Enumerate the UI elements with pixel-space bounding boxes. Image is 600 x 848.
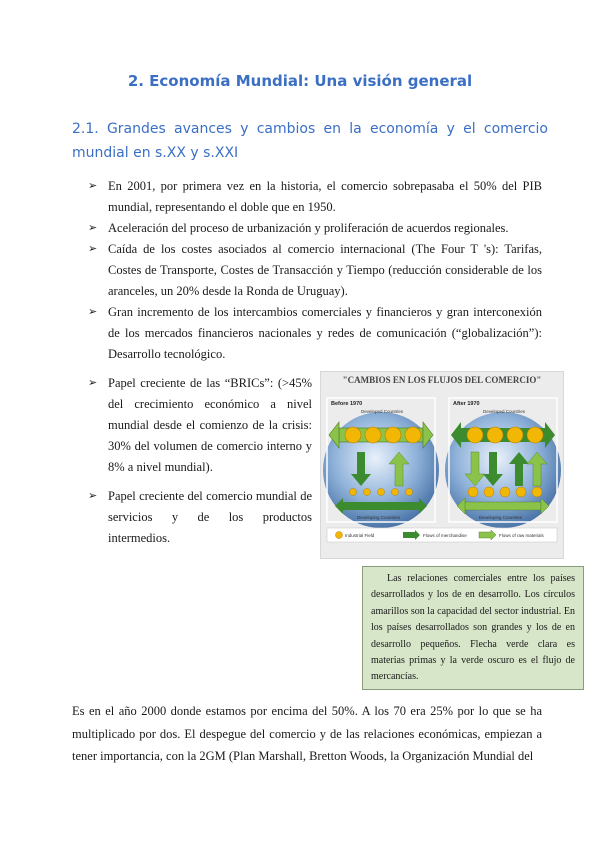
bullet-text: Papel creciente de las “BRICs”: (>45% del crecimiento económico a nivel mundial desde el comienzo de la crisis: 30% del volumen de comercio interno y 8% a nivel mundial). (108, 376, 312, 474)
panel-left-title: Before 1970 (331, 401, 363, 407)
developed-label-right: Developed Countries (483, 409, 526, 414)
list-item (88, 302, 542, 365)
legend-item-merchandise: Flows of merchandise (423, 533, 467, 538)
bullet-text: En 2001, por primera vez en la historia, el comercio sobrepasaba el 50% del PIB mundial, representando el doble que en 1950. (108, 179, 542, 214)
list-item (88, 486, 312, 549)
legend-circle-icon (336, 532, 343, 539)
industrial-circle-small (468, 487, 478, 497)
trade-flows-illustration (321, 372, 563, 558)
merchandise-arrow-left (343, 502, 419, 510)
list-item (88, 239, 542, 302)
industrial-circle-small (406, 489, 413, 496)
section-subtitle: 2.1. Grandes avances y cambios en la economía y el comercio mundial en s.XX y s.XXI (72, 121, 548, 161)
raw-materials-arrow-right (465, 502, 541, 510)
industrial-circle-small (378, 489, 385, 496)
list-item (88, 218, 542, 239)
industrial-circle (487, 427, 503, 443)
industrial-circle (507, 427, 523, 443)
arrow-bullet-icon: ➢ (88, 180, 98, 192)
developed-label-left: Developed Countries (361, 409, 404, 414)
main-bullet-list (88, 176, 542, 365)
industrial-circle-small (500, 487, 510, 497)
industrial-circle (527, 427, 543, 443)
industrial-circle (345, 427, 361, 443)
industrial-circle (385, 427, 401, 443)
figure-title: "CAMBIOS EN LOS FLUJOS DEL COMERCIO" (342, 375, 542, 385)
arrow-bullet-icon: ➢ (88, 243, 98, 255)
arrow-bullet-icon: ➢ (88, 377, 98, 389)
industrial-circle-small (484, 487, 494, 497)
figure-caption: Las relaciones comerciales entre los países desarrollados y los de en desarrollo. Los círculos amarillos son la capacidad del sector industrial. En los países desarrollados son grandes y los de en desarrollo pequeños. Flecha verde clara es materias primas y la verde oscuro es el flujo de mercancías. (362, 566, 584, 690)
list-item (88, 176, 542, 218)
arrow-bullet-icon: ➢ (88, 490, 98, 502)
side-bullet-list (88, 373, 312, 557)
industrial-circle (467, 427, 483, 443)
industrial-circle-small (350, 489, 357, 496)
trade-flows-figure (320, 371, 564, 559)
bullet-text: Gran incremento de los intercambios comerciales y financieros y gran interconexión de los mercados financieros nacionales y redes de comunicación (“globalización”): Desarrollo tecnológico. (108, 305, 542, 361)
bullet-text: Papel creciente del comercio mundial de servicios y de los productos intermedios. (108, 489, 312, 545)
list-item (88, 373, 312, 478)
page-title: 2. Economía Mundial: Una visión general (127, 72, 473, 90)
bullet-text: Caída de los costes asociados al comercio internacional (The Four T 's): Tarifas, Costes de Transporte, Costes de Transacción y Tiempo (reducción considerable de los aranceles, un 20% desde la Ronda de Uruguay). (108, 242, 542, 298)
legend-item-industrial: Industrial Field (345, 533, 375, 538)
industrial-circle-small (532, 487, 542, 497)
developing-label-right: Developing Countries (479, 515, 523, 520)
industrial-circle (365, 427, 381, 443)
industrial-circle-small (392, 489, 399, 496)
industrial-circle-small (516, 487, 526, 497)
developing-label-left: Developing Countries (357, 515, 401, 520)
arrow-bullet-icon: ➢ (88, 306, 98, 318)
body-paragraph: Es en el año 2000 donde estamos por encima del 50%. A los 70 era 25% por lo que se ha multiplicado por dos. El despegue del comercio y de las relaciones económicas, empiezan a tener importancia, con la 2GM (Plan Marshall, Bretton Woods, la Organización Mundial del (72, 704, 542, 763)
arrow-bullet-icon: ➢ (88, 222, 98, 234)
industrial-circle-small (364, 489, 371, 496)
panel-right-title: After 1970 (453, 401, 480, 407)
bullet-text: Aceleración del proceso de urbanización y proliferación de acuerdos regionales. (108, 221, 509, 235)
industrial-circle (405, 427, 421, 443)
legend-item-raw-materials: Flows of raw materials (499, 533, 544, 538)
